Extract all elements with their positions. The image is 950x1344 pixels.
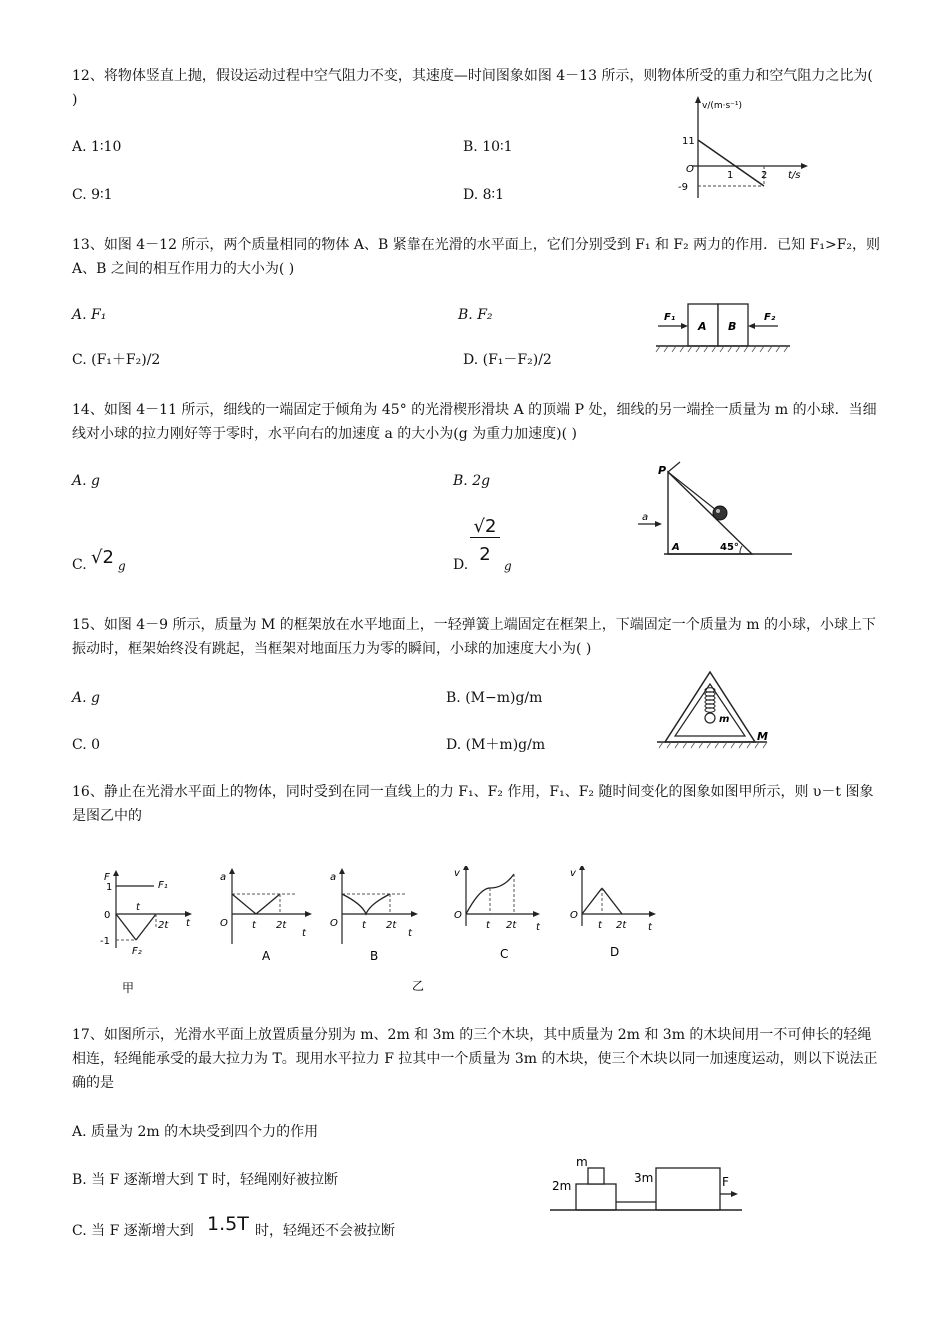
q13-option-d: D. (F₁－F₂)/2 [463,352,552,368]
q16-jia-2t: 2t [158,920,169,931]
q14-option-d-unit: g [504,559,512,573]
q13-option-a: A. F₁ [72,307,107,323]
q14-a-arrow-label: a [642,512,649,523]
q16-c-ylabel: v [454,868,460,879]
q13-option-b: B. F₂ [458,307,493,323]
q16-c-2t: 2t [506,920,517,931]
q17-option-c: C. 当 F 逐渐增大到 [72,1223,194,1239]
q17-option-b: B. 当 F 逐渐增大到 T 时，轻绳刚好被拉断 [72,1172,339,1188]
q15-option-b: B. (M−m)g/m [446,690,543,706]
q12-x2: 2 [761,170,768,181]
q16-c-axis-t: t [536,922,540,933]
q12-y-top: 11 [682,136,695,147]
q13-blocks-figure [650,296,800,356]
q17-option-c-value: 1.5T [207,1213,249,1235]
q16-c-t: t [486,920,490,931]
q16-a-origin: O [220,918,228,929]
q16-b-ylabel: a [330,872,337,883]
q12-option-a: A. 1∶10 [72,139,122,155]
q17-option-c-tail: 时，轻绳还不会被拉断 [255,1223,395,1239]
q14-a-block-label: A [672,542,680,553]
q16-jia-y0: 0 [104,910,111,921]
q16-d-2t: 2t [616,920,627,931]
q15-stem: 15、如图 4－9 所示，质量为 M 的框架放在水平地面上，一轻弹簧上端固定在框架上，下端固定一个质量为 m 的小球，小球上下振动时，框架始终没有跳起，当框架对地面压力为零的瞬间，小球的加速度大小为( ) [72,617,876,657]
q16-d-caption: D [610,945,620,959]
q17-3m-label: 3m [634,1171,654,1185]
q14-stem: 14、如图 4－11 所示，细线的一端固定于倾角为 45° 的光滑楔形滑块 A 的顶端 P 处，细线的另一端拴一质量为 m 的小球．当细线对小球的拉力刚好等于零时，水平向右的加速度 a 的大小为(g 为重力加速度)( ) [72,402,877,442]
q16-b-caption: B [370,949,379,963]
q16-jia-ym1: -1 [100,936,110,947]
q16-b-origin: O [330,918,338,929]
q13-option-c: C. (F₁＋F₂)/2 [72,352,161,368]
q14-angle-label: 45° [720,542,739,553]
q17-m-label: m [576,1156,588,1169]
q15-option-d: D. (M＋m)g/m [446,737,546,753]
q13-f1-label: F₁ [664,312,676,323]
q16-jia-ylabel: F [104,872,110,883]
q14-option-c-expr: √2 [91,547,114,568]
q13-a-label: A [698,320,707,333]
q16-a-ylabel: a [220,872,227,883]
q12-origin: O [686,164,694,175]
q17-blocks-figure [548,1156,748,1218]
q14-option-c: C. [72,557,87,573]
q15-frame-figure [655,668,785,752]
q16-fig-jia [100,870,192,995]
q17-option-a: A. 质量为 2m 的木块受到四个力的作用 [72,1124,319,1140]
q15-option-c: C. 0 [72,737,101,753]
q16-d-t: t [598,920,602,931]
q12-xlabel: t/s [788,170,801,181]
q12-vt-graph [672,94,822,204]
q16-a-t: t [252,920,256,931]
q14-option-b: B. 2g [453,473,491,489]
q12-ylabel: v/(m·s⁻¹) [702,101,743,111]
q12-option-d: D. 8∶1 [463,187,505,203]
q16-a-axis-t: t [302,928,306,939]
q16-d-axis-t: t [648,922,652,933]
q16-jia-f2: F₂ [132,946,142,957]
q13-stem: 13、如图 4－12 所示，两个质量相同的物体 A、B 紧靠在光滑的水平面上，它们分别受到 F₁ 和 F₂ 两力的作用．已知 F₁>F₂，则 A、B 之间的相互作用力的大小为( ) [72,237,881,277]
q12-x1: 1 [727,170,734,181]
q16-b-t: t [362,920,366,931]
q16-yi-caption: 乙 [412,979,425,993]
q16-jia-axis-t: t [186,918,190,929]
q16-b-2t: 2t [386,920,397,931]
q15-m-label: m [719,714,730,725]
q16-jia-t: t [136,902,140,913]
q16-c-origin: O [454,910,462,921]
q16-b-axis-t: t [408,928,412,939]
q16-stem: 16、静止在光滑水平面上的物体，同时受到在同一直线上的力 F₁、F₂ 作用，F₁、F₂ 随时间变化的图象如图甲所示，则 υ－t 图象是图乙中的 [72,784,874,824]
q14-wedge-figure [634,458,794,563]
q15-option-a: A. g [72,690,100,706]
q16-jia-caption: 甲 [122,981,135,995]
q14-option-d: D. [453,557,469,573]
q12-stem: 12、将物体竖直上抛，假设运动过程中空气阻力不变，其速度—时间图象如图 4－13 所示，则物体所受的重力和空气阻力之比为( ) [72,68,873,108]
q16-jia-y1: 1 [106,882,113,893]
q13-b-label: B [728,320,737,333]
q16-graph-a [220,868,312,963]
q12-option-b: B. 10∶1 [463,139,513,155]
q17-f-label: F [722,1175,729,1189]
q13-f2-label: F₂ [764,312,776,323]
q16-a-caption: A [262,949,271,963]
q16-jia-f1: F₁ [158,880,168,891]
q14-option-d-numerator: √2 [470,516,500,538]
q16-graphs [96,866,666,996]
q16-a-2t: 2t [276,920,287,931]
q12-option-c: C. 9∶1 [72,187,113,203]
q17-stem: 17、如图所示，光滑水平面上放置质量分别为 m、2m 和 3m 的三个木块，其中质量为 2m 和 3m 的木块间用一不可伸长的轻绳相连，轻绳能承受的最大拉力为 T。现用水平拉力 F 拉其中一个质量为 3m 的木块，使三个木块以同一加速度运动，则以下说法正确的是 [72,1027,878,1091]
q16-c-caption: C [500,947,509,961]
q14-option-c-unit: g [118,559,126,573]
q16-graph-b [330,868,418,963]
q14-p-label: P [658,464,667,477]
q16-d-origin: O [570,910,578,921]
q14-option-d-denominator: 2 [479,544,491,565]
q15-M-label: M [757,730,768,743]
q16-d-ylabel: v [570,868,576,879]
q12-y-bottom: -9 [678,182,688,193]
q14-option-a: A. g [72,473,100,489]
q16-graph-d [570,866,656,959]
q16-graph-c [454,866,541,961]
q17-2m-label: 2m [552,1179,572,1193]
